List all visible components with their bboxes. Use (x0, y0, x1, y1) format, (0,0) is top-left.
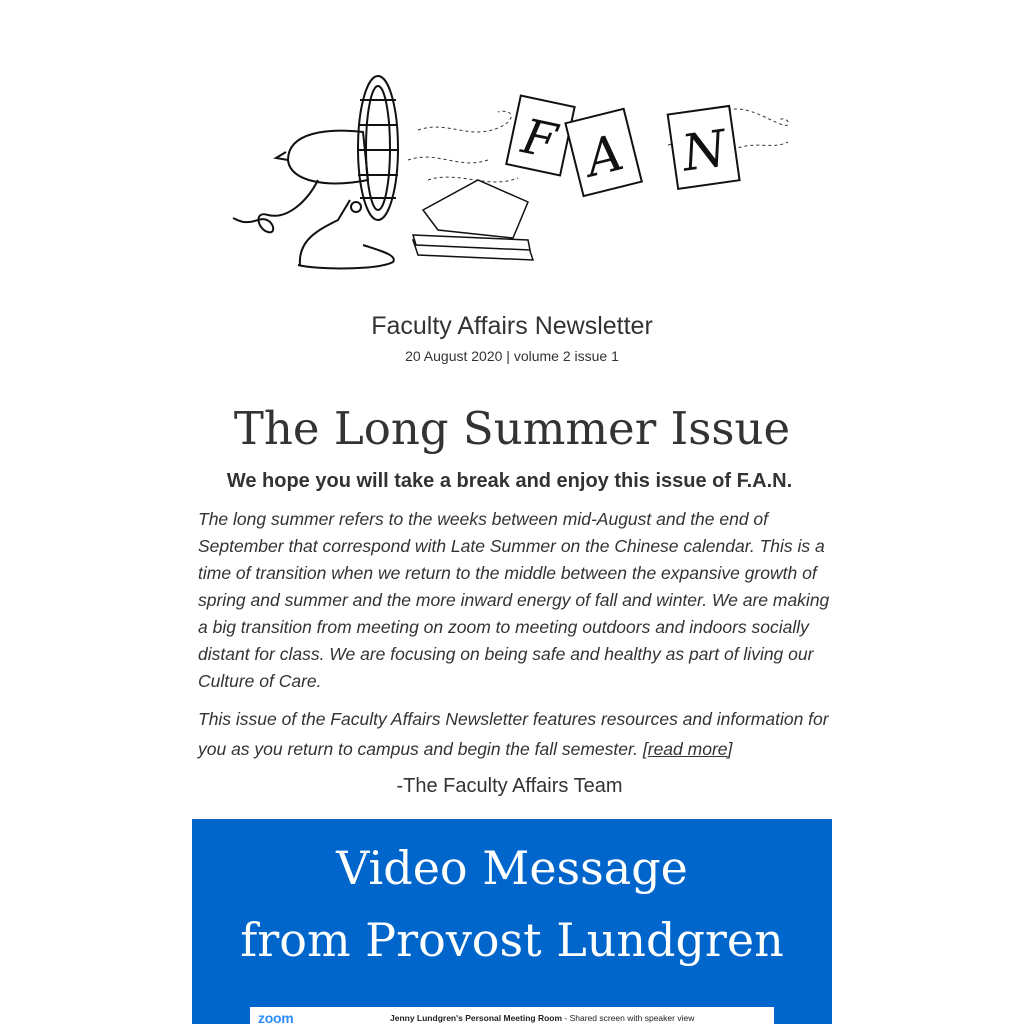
zoom-video-thumbnail[interactable] (250, 1007, 774, 1024)
team-signature: -The Faculty Affairs Team (396, 775, 623, 797)
intro-paragraph: The long summer refers to the weeks between mid-August and the end of September that correspond with Late Summer on the Chinese calendar. This is a time of transition when we return to the middle between the expansive growth of spring and summer and the more inward energy of fall and winter. We are making a big transition from meeting on zoom to meeting outdoors and indoors socially distant for class. We are focusing on being safe and healthy as part of living our Culture of Care. (198, 509, 830, 691)
letter-card-n (668, 106, 740, 189)
zoom-logo: zoom (258, 1010, 294, 1024)
svg-text:F: F (517, 108, 562, 171)
video-title-line-1: Video Message (336, 841, 688, 895)
fan-drawing (233, 76, 398, 268)
letter-card-f (506, 96, 574, 176)
video-title-line-2: from Provost Lundgren (240, 913, 784, 967)
svg-text:N: N (678, 119, 730, 183)
intro-paragraph-2-text: This issue of the Faculty Affairs Newsletter features resources and information for you as you return to campus and begin the fall semester. (198, 709, 829, 759)
video-message-panel (192, 819, 832, 1024)
meeting-room-name: Jenny Lundgren's Personal Meeting Room (390, 1013, 563, 1023)
meeting-mode: - Shared screen with speaker view (562, 1013, 695, 1023)
issue-title: The Long Summer Issue (233, 402, 791, 455)
read-more-bracket-open: [ (642, 738, 648, 759)
read-more-link[interactable]: read more (647, 738, 728, 759)
paper-stack (413, 180, 533, 260)
meeting-room-caption (390, 1013, 694, 1023)
read-more-bracket-close: ] (727, 738, 733, 759)
newsletter-title: Faculty Affairs Newsletter (371, 312, 653, 340)
letter-card-a (565, 109, 641, 196)
svg-text:A: A (579, 123, 629, 189)
issue-date: 20 August 2020 | volume 2 issue 1 (405, 348, 619, 364)
issue-subtitle: We hope you will take a break and enjoy this issue of F.A.N. (226, 470, 793, 492)
fan-logo (228, 70, 798, 275)
intro-paragraph-2 (198, 705, 830, 764)
